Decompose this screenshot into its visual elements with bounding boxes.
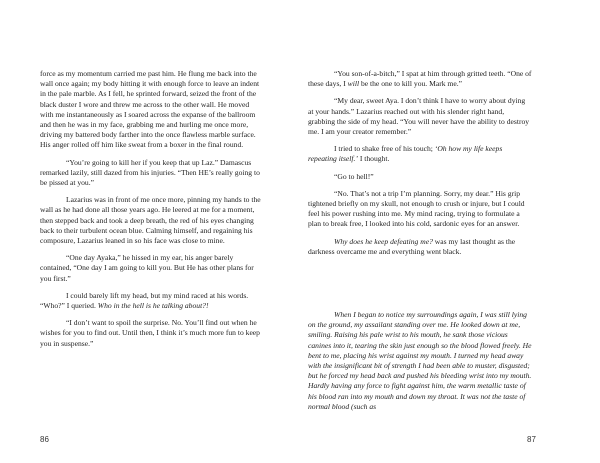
page-number: 87 bbox=[527, 435, 536, 444]
paragraph bbox=[40, 291, 262, 311]
paragraph bbox=[308, 144, 532, 164]
paragraph: “My dear, sweet Aya. I don’t think I have to worry about dying at your hands.” Lazarius reached out with his slender right hand, grabbing the side of my head. “You will never have the ability to destroy me. I am your creator remember.” bbox=[308, 96, 530, 137]
paragraph: “I don’t want to spoil the surprise. No. You’ll find out when he wishes for you to find out. Until then, I think it’s much more fun to keep you in suspense.” bbox=[40, 318, 260, 348]
paragraph bbox=[308, 69, 532, 89]
paragraph-text: was my last thought as the darkness overcame me and everything went black. bbox=[308, 236, 516, 256]
paragraph: “Go to hell!” bbox=[334, 171, 374, 181]
paragraph: “No. That’s not a trip I’m planning. Sorry, my dear.” His grip tightened briefly on my skull, not enough to crush or injure, but I could feel his power rushing into me. My mind racing, trying to formulate a plan to break free, I looked into his cold, sardonic eyes for an answer. bbox=[308, 188, 525, 229]
right-text-column bbox=[308, 69, 532, 412]
left-text-column bbox=[40, 69, 262, 356]
paragraph: “One day Ayaka,” he hissed in my ear, his anger barely contained, “One day I am going to kill you. But He has other plans for you first.” bbox=[40, 253, 254, 283]
paragraph bbox=[308, 237, 532, 257]
italic-thought: Who in the hell is he talking about?! bbox=[97, 301, 209, 311]
italic-thought: Why does he keep defeating me? bbox=[334, 236, 433, 246]
paragraph-text: be the one to kill you. Mark me.” bbox=[359, 79, 462, 89]
page-number: 86 bbox=[40, 435, 49, 444]
scene-break bbox=[308, 264, 532, 310]
paragraph-text: “You son-of-a-bitch,” I spat at him through gritted teeth. “One of these days, I bbox=[308, 69, 532, 89]
emphasis: will bbox=[347, 79, 360, 89]
paragraph-text: I thought. bbox=[357, 154, 390, 164]
italic-paragraph: When I began to notice my surroundings again, I was still lying on the ground, my assailant standing over me. He looked down at me, smiling. Raising his pale wrist to his mouth, he sank those vicious canines into it, tearing the skin just enough so the blood flowed freely. He bent to me, placing his wrist against my mouth. I turned my head away with the insignificant bit of strength I had been able to muster, disgusted; but he forced my head back and pushed his bleeding wrist into my mouth. Hardly having any force to fight against him, the warm metallic taste of his blood ran into my mouth and down my throat. It was not the taste of normal blood (such as bbox=[308, 310, 532, 411]
paragraph: “You’re going to kill her if you keep that up Laz.” Damascus remarked lazily, still dazed from his injuries. “Then HE’s really going to be pissed at you.” bbox=[40, 157, 260, 188]
paragraph: Lazarius was in front of me once more, pinning my hands to the wall as he had done all those years ago. He leered at me for a moment, then stepped back and took a deep breath, the red of his eyes changing back to their turbulent ocean blue. Calming himself, and regaining his composure, Lazarius leaned in so his face was close to mine. bbox=[40, 195, 261, 246]
italic-thought: ‘Oh how my life keeps repeating itself.’ bbox=[308, 144, 503, 164]
paragraph: force as my momentum carried me past him. He flung me back into the wall once again; my body hitting it with enough force to leave an indent in the pale marble. As I fell, he sprinted forward, seized the front of the black duster I wore and threw me across to the other wall. He moved with me instantaneously as I soared across the expanse of the ballroom and then he was in my face, grabbing me and hurling me once more, driving my battered body farther into the once flawless marble surface. His anger rolled off him like sweat from a boxer in the final round. bbox=[40, 69, 260, 150]
paragraph-text: I tried to shake free of his touch; bbox=[334, 144, 435, 154]
paragraph-text: I could barely lift my head, but my mind raced at his words. “Who?” I queried. bbox=[40, 290, 249, 311]
